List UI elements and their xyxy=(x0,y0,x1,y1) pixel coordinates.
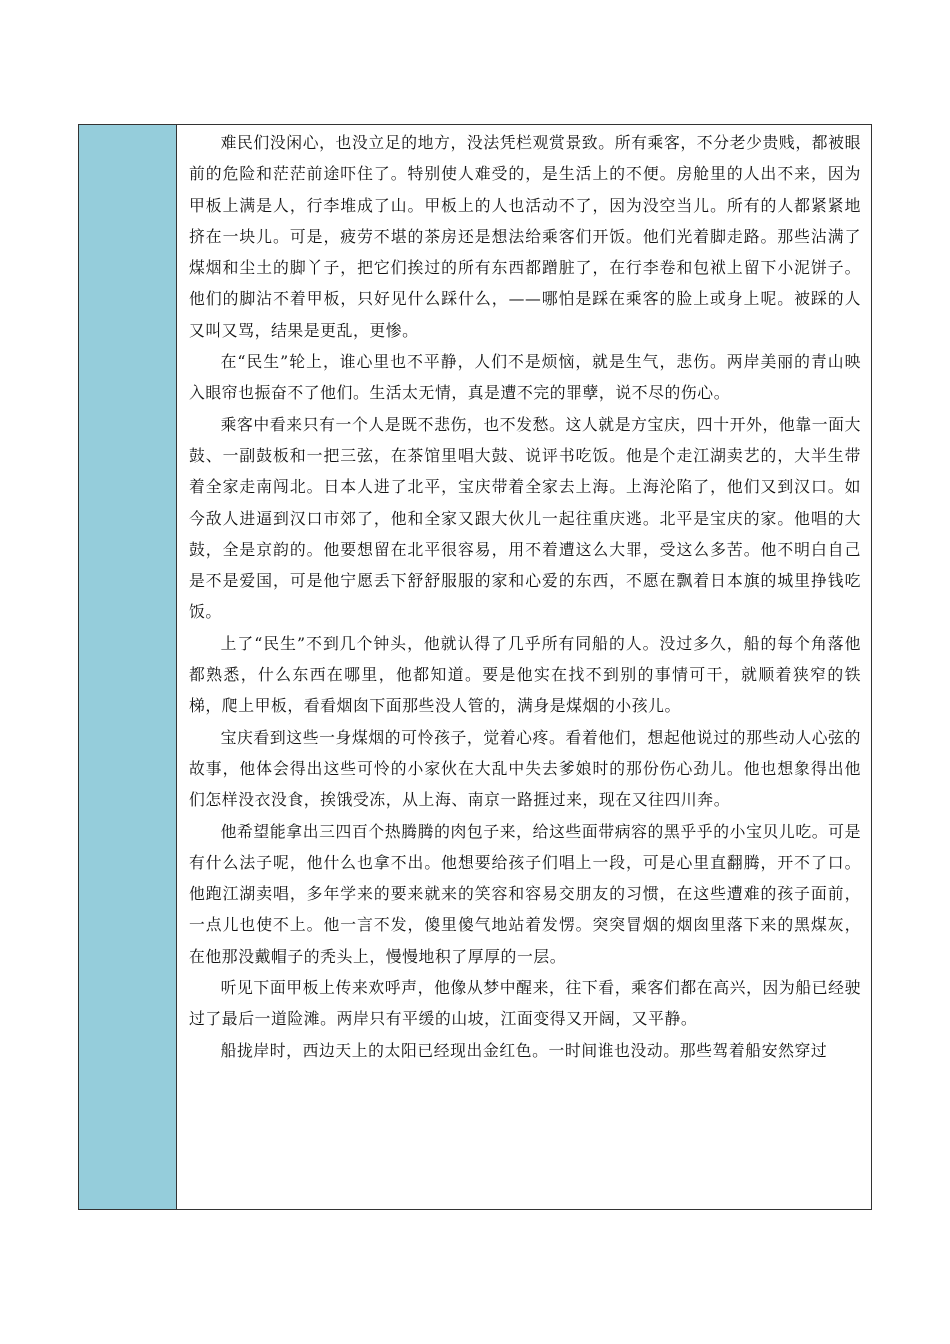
table-text-cell xyxy=(177,125,871,1209)
paragraph: 乘客中看来只有一个人是既不悲伤，也不发愁。这人就是方宝庆，四十开外，他靠一面大鼓、一副鼓板和一把三弦，在茶馆里唱大鼓、说评书吃饭。他是个走江湖卖艺的，大半生带着全家走南闯北。日本人进了北平，宝庆带着全家去上海。上海沦陷了，他们又到汉口。如今敌人进逼到汉口市郊了，他和全家又跟大伙儿一起往重庆逃。北平是宝庆的家。他唱的大鼓，全是京韵的。他要想留在北平很容易，用不着遭这么大罪，受这么多苦。他不明白自己是不是爱国，可是他宁愿丢下舒舒服服的家和心爱的东西，不愿在飘着日本旗的城里挣钱吃饭。 xyxy=(189,414,861,622)
paragraph: 上了“民生”不到几个钟头，他就认得了几乎所有同船的人。没过多久，船的每个角落他都熟悉，什么东西在哪里，他都知道。要是他实在找不到别的事情可干，就顺着狭窄的铁梯，爬上甲板，看看烟囱下面那些没人管的，满身是煤烟的小孩儿。 xyxy=(189,633,861,716)
table-label-cell xyxy=(79,125,177,1209)
paragraph: 宝庆看到这些一身煤烟的可怜孩子，觉着心疼。看着他们，想起他说过的那些动人心弦的故事，他体会得出这些可怜的小家伙在大乱中失去爹娘时的那份伤心劲儿。他也想象得出他们怎样没衣没食，挨饿受冻，从上海、南京一路捱过来，现在又往四川奔。 xyxy=(189,727,861,810)
paragraph: 听见下面甲板上传来欢呼声，他像从梦中醒来，往下看，乘客们都在高兴，因为船已经驶过了最后一道险滩。两岸只有平缓的山坡，江面变得又开阔，又平静。 xyxy=(189,978,861,1029)
paragraph: 在“民生”轮上，谁心里也不平静，人们不是烦恼，就是生气，悲伤。两岸美丽的青山映入眼帘也振奋不了他们。生活太无情，真是遭不完的罪孽，说不尽的伤心。 xyxy=(189,352,861,403)
paragraph: 船拢岸时，西边天上的太阳已经现出金红色。一时间谁也没动。那些驾着船安然穿过 xyxy=(220,1040,828,1060)
paragraph: 难民们没闲心，也没立足的地方，没法凭栏观赏景致。所有乘客，不分老少贵贱，都被眼前的危险和茫茫前途吓住了。特别使人难受的，是生活上的不便。房舱里的人出不来，因为甲板上满是人，行李堆成了山。甲板上的人也活动不了，因为没空当儿。所有的人都紧紧地挤在一块儿。可是，疲劳不堪的茶房还是想法给乘客们开饭。他们光着脚走路。那些沾满了煤烟和尘土的脚丫子，把它们挨过的所有东西都蹭脏了，在行李卷和包袱上留下小泥饼子。他们的脚沾不着甲板，只好见什么踩什么，——哪怕是踩在乘客的脸上或身上呢。被踩的人又叫又骂，结果是更乱，更惨。 xyxy=(189,133,861,340)
paragraph: 他希望能拿出三四百个热腾腾的肉包子来，给这些面带病容的黑乎乎的小宝贝儿吃。可是有什么法子呢，他什么也拿不出。他想要给孩子们唱上一段，可是心里直翻腾，开不了口。他跑江湖卖唱，多年学来的要来就来的笑容和容易交朋友的习惯，在这些遭难的孩子面前，一点儿也使不上。他一言不发，傻里傻气地站着发愣。突突冒烟的烟囱里落下来的黑煤灰，在他那没戴帽子的秃头上，慢慢地积了厚厚的一层。 xyxy=(189,821,861,966)
content-table xyxy=(78,124,872,1210)
